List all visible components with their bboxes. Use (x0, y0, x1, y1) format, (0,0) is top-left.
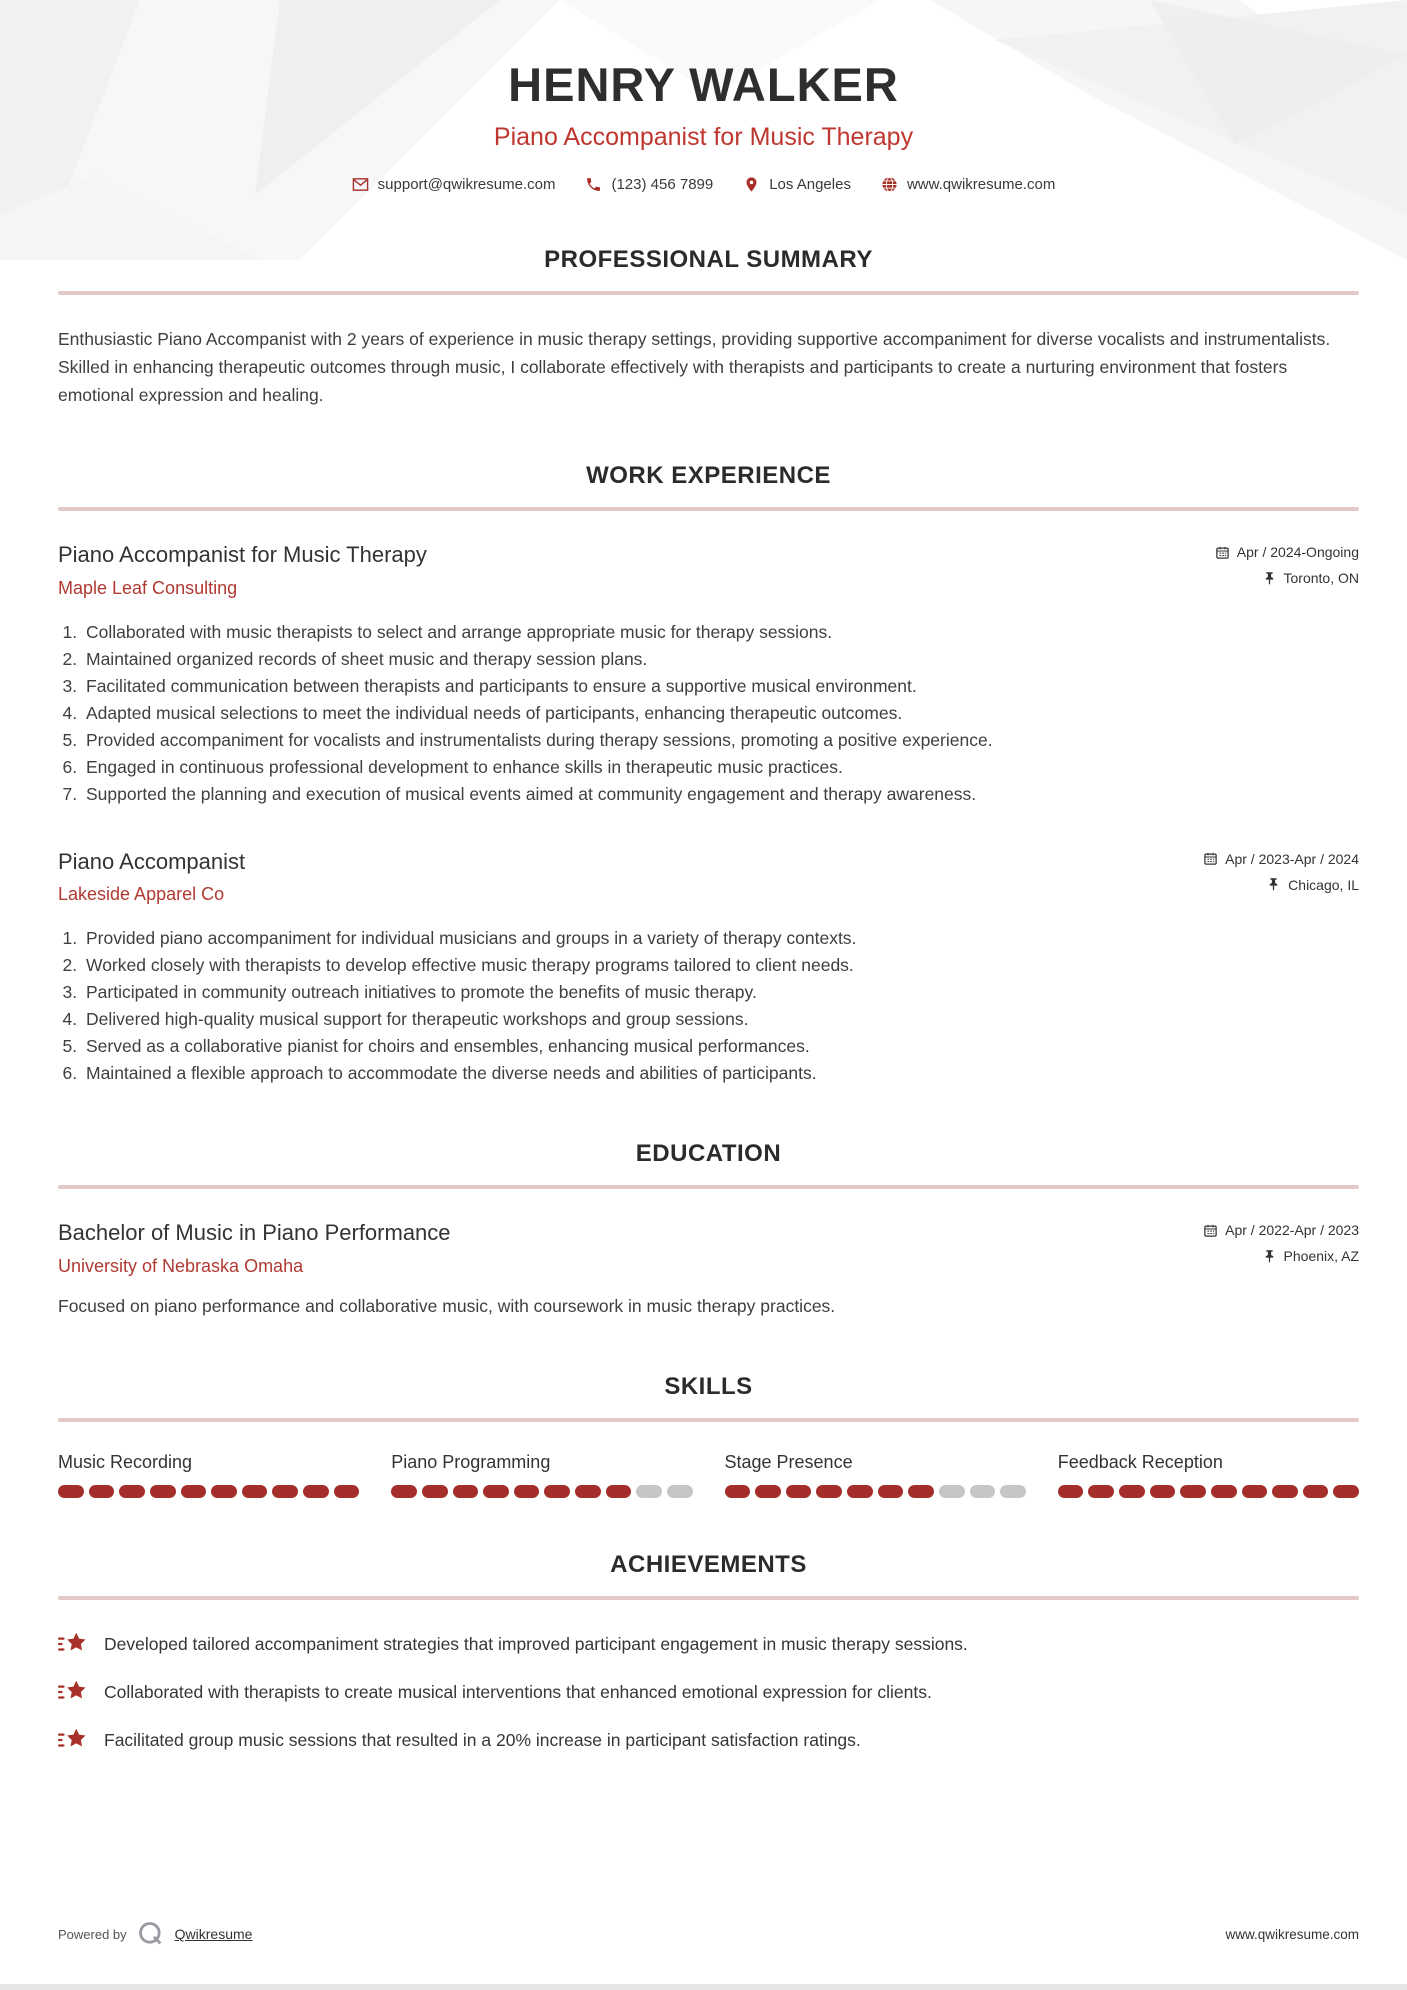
job-location-row (1266, 877, 1359, 893)
skill-piano-programming (391, 1452, 692, 1498)
section-divider (58, 291, 1359, 295)
summary-heading: PROFESSIONAL SUMMARY (544, 246, 873, 274)
skill-segment (1242, 1485, 1268, 1498)
skill-segment (1119, 1485, 1145, 1498)
skill-segment (636, 1485, 662, 1498)
shooting-star-icon (58, 1726, 88, 1754)
job-location-row (1262, 570, 1359, 586)
job-dates: Apr / 2023-Apr / 2024 (1225, 850, 1359, 867)
skill-segment (1272, 1485, 1298, 1498)
skill-stage-presence (725, 1452, 1026, 1498)
skill-name: Music Recording (58, 1451, 193, 1472)
skill-segment (575, 1485, 601, 1498)
job-company: Maple Leaf Consulting (58, 577, 238, 598)
skill-segment (334, 1485, 360, 1498)
achievement-text: Collaborated with therapists to create musical interventions that enhanced emotional expression for clients. (104, 1681, 932, 1702)
section-work-experience (58, 461, 1359, 1087)
section-divider (58, 1418, 1359, 1422)
skill-name: Piano Programming (391, 1451, 551, 1472)
job-company: Lakeside Apparel Co (58, 884, 225, 905)
job-header (58, 848, 1359, 906)
skill-segment (667, 1485, 693, 1498)
resume-body (0, 193, 1407, 1774)
job-duty: 3. Participated in community outreach initiatives to promote the benefits of music therapy. (82, 979, 1359, 1006)
skill-segment (544, 1485, 570, 1498)
skill-level-bar (58, 1485, 359, 1498)
education-heading: EDUCATION (635, 1140, 782, 1168)
skill-segment (242, 1485, 268, 1498)
calendar-icon (1203, 1223, 1218, 1238)
section-achievements (58, 1550, 1359, 1754)
job-duty: 6. Engaged in continuous professional development to enhance skills in therapeutic music practices. (82, 754, 1359, 781)
education-header (58, 1219, 1359, 1277)
education-dates: Apr / 2022-Apr / 2023 (1225, 1222, 1359, 1239)
job-duty: 3. Facilitated communication between therapists and participants to ensure a supportive musical environment. (82, 673, 1359, 700)
section-professional-summary (58, 245, 1359, 409)
section-divider (58, 1596, 1359, 1600)
achievement-text: Developed tailored accompaniment strategies that improved participant engagement in music therapy sessions. (104, 1633, 968, 1654)
skill-segment (847, 1485, 873, 1498)
skill-name: Stage Presence (724, 1451, 853, 1472)
contact-email (352, 176, 556, 193)
calendar-icon (1215, 545, 1230, 560)
job-duty-list (58, 619, 1359, 808)
skill-segment (391, 1485, 417, 1498)
job-duty: 1. Provided piano accompaniment for individual musicians and groups in a variety of therapy contexts. (82, 925, 1359, 952)
skill-segment (1150, 1485, 1176, 1498)
skill-segment (89, 1485, 115, 1498)
qwikresume-link[interactable]: Qwikresume (174, 1926, 253, 1942)
job-dates-row (1215, 544, 1359, 560)
contact-location (743, 176, 851, 193)
experience-heading: WORK EXPERIENCE (586, 462, 831, 490)
section-education (58, 1139, 1359, 1320)
education-location: Phoenix, AZ (1283, 1248, 1359, 1265)
job-duty: 5. Provided accompaniment for vocalists and instrumentalists during therapy sessions, promoting a positive experience. (82, 727, 1359, 754)
skill-segment (272, 1485, 298, 1498)
skill-segment (58, 1485, 84, 1498)
job-entry-2 (58, 848, 1359, 1088)
contact-website-value: www.qwikresume.com (906, 176, 1056, 194)
footer-website: www.qwikresume.com (1225, 1926, 1359, 1942)
skills-grid (58, 1452, 1359, 1498)
skill-segment (606, 1485, 632, 1498)
phone-icon (585, 176, 602, 193)
education-degree: Bachelor of Music in Piano Performance (58, 1220, 451, 1246)
pushpin-icon (1262, 571, 1277, 586)
skill-segment (786, 1485, 812, 1498)
summary-text: Enthusiastic Piano Accompanist with 2 years of experience in music therapy settings, providing supportive accompaniment for diverse vocalists and instrumentalists. Skilled in enhancing therapeutic outcomes through music, I collaborate effectively with therapists and participants to create a nurturing environment that fosters emotional expression and healing. (58, 329, 1331, 406)
job-duty: 2. Maintained organized records of sheet music and therapy session plans. (82, 646, 1359, 673)
pushpin-icon (1262, 1249, 1277, 1264)
skill-segment (483, 1485, 509, 1498)
skill-segment (1058, 1485, 1084, 1498)
job-duty: 2. Worked closely with therapists to develop effective music therapy programs tailored to client needs. (82, 952, 1359, 979)
job-location: Toronto, ON (1283, 570, 1359, 587)
skill-segment (453, 1485, 479, 1498)
globe-icon (881, 176, 898, 193)
skill-feedback-reception (1058, 1452, 1359, 1498)
candidate-name: HENRY WALKER (508, 58, 899, 111)
contact-phone (585, 176, 713, 193)
job-title-block (58, 848, 245, 906)
achievements-heading: ACHIEVEMENTS (610, 1550, 807, 1578)
skill-level-bar (391, 1485, 692, 1498)
skill-segment (755, 1485, 781, 1498)
education-dates-row (1203, 1222, 1359, 1238)
education-entry (58, 1219, 1359, 1320)
achievements-list (58, 1630, 1359, 1754)
footer-brand-block (58, 1920, 252, 1948)
skill-segment (1303, 1485, 1329, 1498)
powered-by-label: Powered by (58, 1926, 127, 1942)
education-title-block (58, 1219, 451, 1277)
achievement-item (58, 1630, 1359, 1658)
achievement-item (58, 1678, 1359, 1706)
job-meta (1215, 541, 1359, 586)
job-title-block (58, 541, 427, 599)
skill-music-recording (58, 1452, 359, 1498)
job-title: Piano Accompanist for Music Therapy (58, 542, 427, 568)
skill-name: Feedback Reception (1057, 1451, 1223, 1472)
skill-segment (816, 1485, 842, 1498)
resume-header (0, 0, 1407, 193)
job-duty: 5. Served as a collaborative pianist for choirs and ensembles, enhancing musical performances. (82, 1033, 1359, 1060)
skills-heading: SKILLS (664, 1372, 753, 1400)
skill-segment (211, 1485, 237, 1498)
skill-segment (1000, 1485, 1026, 1498)
achievement-text: Facilitated group music sessions that resulted in a 20% increase in participant satisfaction ratings. (104, 1729, 861, 1750)
shooting-star-icon (58, 1678, 88, 1706)
achievement-item (58, 1726, 1359, 1754)
job-title: Piano Accompanist (58, 848, 246, 874)
envelope-icon (352, 176, 369, 193)
skill-level-bar (1058, 1485, 1359, 1498)
education-meta (1203, 1219, 1359, 1264)
skill-segment (1211, 1485, 1237, 1498)
job-entry-1 (58, 541, 1359, 808)
job-duty: 4. Delivered high-quality musical support for therapeutic workshops and group sessions. (82, 1006, 1359, 1033)
skill-segment (150, 1485, 176, 1498)
section-divider (58, 507, 1359, 511)
education-description: Focused on piano performance and collaborative music, with coursework in music therapy practices. (58, 1295, 836, 1316)
map-pin-icon (743, 176, 760, 193)
pushpin-icon (1266, 877, 1281, 892)
section-divider (58, 1185, 1359, 1189)
contact-email-value: support@qwikresume.com (377, 176, 556, 194)
job-dates: Apr / 2024-Ongoing (1236, 544, 1359, 561)
skill-segment (939, 1485, 965, 1498)
skill-segment (422, 1485, 448, 1498)
skill-segment (908, 1485, 934, 1498)
skill-segment (878, 1485, 904, 1498)
skill-segment (514, 1485, 540, 1498)
skill-segment (1180, 1485, 1206, 1498)
contact-website (881, 176, 1055, 193)
job-location: Chicago, IL (1288, 876, 1359, 893)
skill-level-bar (725, 1485, 1026, 1498)
skill-segment (1333, 1485, 1359, 1498)
job-duty: 7. Supported the planning and execution of musical events aimed at community engagement and therapy awareness. (82, 781, 1359, 808)
page-footer (0, 1920, 1407, 1990)
job-header (58, 541, 1359, 599)
qwikresume-logo (137, 1920, 165, 1948)
skill-segment (303, 1485, 329, 1498)
skill-segment (725, 1485, 751, 1498)
education-school: University of Nebraska Omaha (58, 1255, 304, 1276)
job-duty: 6. Maintained a flexible approach to accommodate the diverse needs and abilities of participants. (82, 1060, 1359, 1087)
calendar-icon (1203, 851, 1218, 866)
education-location-row (1262, 1248, 1360, 1264)
shooting-star-icon (58, 1630, 88, 1658)
contact-location-value: Los Angeles (769, 176, 851, 194)
job-dates-row (1203, 851, 1359, 867)
job-duty: 4. Adapted musical selections to meet the individual needs of participants, enhancing therapeutic outcomes. (82, 700, 1359, 727)
job-duty-list (58, 925, 1359, 1087)
job-duty: 1. Collaborated with music therapists to select and arrange appropriate music for therapy sessions. (82, 619, 1359, 646)
skill-segment (181, 1485, 207, 1498)
contact-phone-value: (123) 456 7899 (611, 176, 714, 194)
contact-row (0, 176, 1407, 193)
skill-segment (119, 1485, 145, 1498)
skill-segment (1088, 1485, 1114, 1498)
job-meta (1203, 848, 1359, 893)
skill-segment (970, 1485, 996, 1498)
section-skills (58, 1372, 1359, 1498)
candidate-title: Piano Accompanist for Music Therapy (493, 123, 914, 152)
